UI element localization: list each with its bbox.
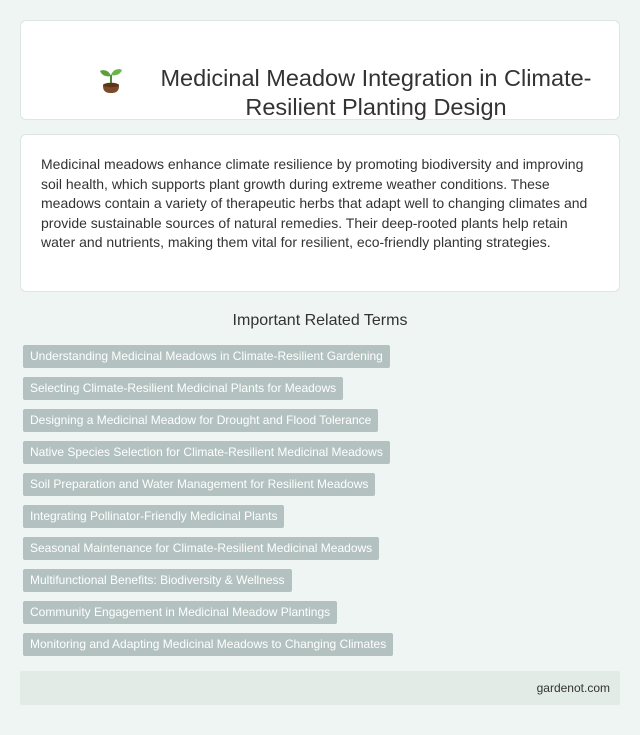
seedling-icon bbox=[98, 66, 124, 94]
related-term-tag[interactable]: Community Engagement in Medicinal Meadow Plantings bbox=[23, 601, 337, 624]
related-terms-heading: Important Related Terms bbox=[232, 312, 408, 329]
related-terms-list bbox=[23, 345, 393, 665]
page-title: Medicinal Meadow Integration in Climate-Resilient Planting Design bbox=[160, 65, 592, 120]
related-term-tag[interactable]: Multifunctional Benefits: Biodiversity & Wellness bbox=[23, 569, 292, 592]
description-text: Medicinal meadows enhance climate resilience by promoting biodiversity and improving soil health, which supports plant growth during extreme weather conditions. These meadows contain a variety of therapeutic herbs that adapt well to changing climates and provide sustainable sources of natural remedies. Their deep-rooted plants help retain water and nutrients, making them vital for resilient, eco-friendly planting strategies. bbox=[41, 156, 588, 251]
related-term-tag[interactable]: Native Species Selection for Climate-Resilient Medicinal Meadows bbox=[23, 441, 390, 464]
footer bbox=[20, 671, 620, 705]
related-term-tag[interactable]: Understanding Medicinal Meadows in Climate-Resilient Gardening bbox=[23, 345, 390, 368]
related-term-tag[interactable]: Seasonal Maintenance for Climate-Resilient Medicinal Meadows bbox=[23, 537, 379, 560]
description-card bbox=[20, 134, 620, 292]
related-term-tag[interactable]: Selecting Climate-Resilient Medicinal Plants for Meadows bbox=[23, 377, 343, 400]
title-card bbox=[20, 20, 620, 120]
related-term-tag[interactable]: Monitoring and Adapting Medicinal Meadows to Changing Climates bbox=[23, 633, 393, 656]
related-term-tag[interactable]: Soil Preparation and Water Management for Resilient Meadows bbox=[23, 473, 375, 496]
footer-site-link[interactable]: gardenot.com bbox=[536, 681, 610, 695]
related-term-tag[interactable]: Designing a Medicinal Meadow for Drought and Flood Tolerance bbox=[23, 409, 378, 432]
related-term-tag[interactable]: Integrating Pollinator-Friendly Medicinal Plants bbox=[23, 505, 284, 528]
